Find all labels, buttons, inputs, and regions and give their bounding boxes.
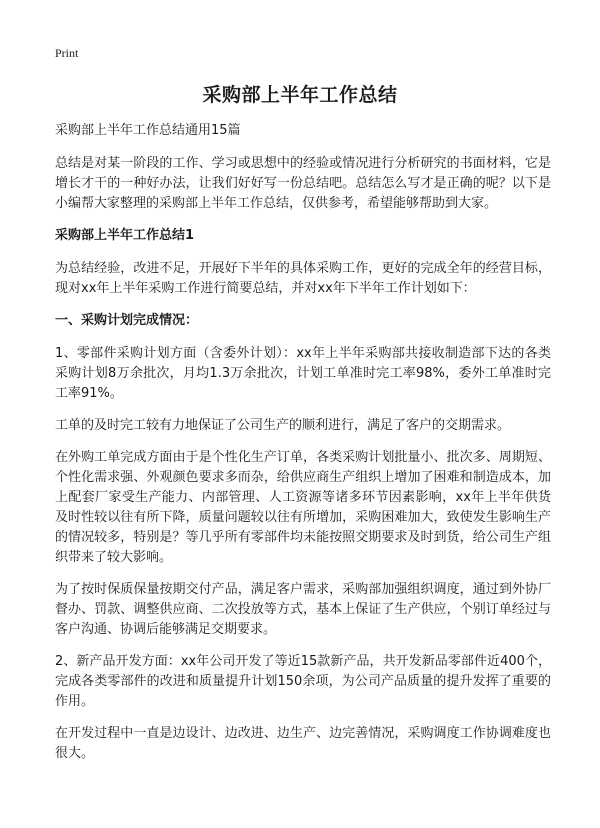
intro-paragraph: 总结是对某一阶段的工作、学习或思想中的经验或情况进行分析研究的书面材料，它是增长才干的一种好办法，让我们好好写一份总结吧。总结怎么写才是正确的呢？以下是小编帮大家整理的采购部上半年工作总结，仅供参考，希望能够帮助到大家。 [55,156,551,211]
body-paragraph: 2、新产品开发方面：xx年公司开发了等近15款新产品，共开发新品零部件近400个，完成各类零部件的改进和质量提升计划150余项，为公司产品质量的提升发挥了重要的作用。 [55,654,551,709]
section-heading: 采购部上半年工作总结1 [55,228,195,243]
body-paragraph: 在开发过程中一直是边设计、边改进、边生产、边完善情况，采购调度工作协调难度也很大。 [55,726,551,761]
subsection-heading: 一、采购计划完成情况： [55,313,199,328]
body-paragraph: 工单的及时完工较有力地保证了公司生产的顺利进行，满足了客户的交期需求。 [55,418,511,433]
body-paragraph: 1、零部件采购计划方面（含委外计划）：xx年上半年采购部共接收制造部下达的各类采购计划8万余批次，月均1.3万余批次，计划工单准时完工率98%，委外工单准时完工率91%。 [55,346,551,401]
page-title: 采购部上半年工作总结 [202,84,398,106]
section-intro-paragraph: 为总结经验，改进不足，开展好下半年的具体采购工作，更好的完成全年的经营目标，现对xx年上半年采购工作进行简要总结，并对xx年下半年工作计划如下： [55,261,551,296]
document-body [55,121,551,776]
document-subtitle: 采购部上半年工作总结通用15篇 [55,123,241,138]
print-link[interactable]: Print [55,46,79,60]
body-paragraph: 在外购工单完成方面由于是个性化生产订单，各类采购计划批量小、批次多、周期短、个性化需求强、外观颜色要求多而杂，给供应商生产组织上增加了困难和制造成本，加上配套厂家受生产能力、内部管理、人工资源等诸多环节因素影响，xx年上半年供货及时性较以往有所下降，质量问题较以往有所增加，采购困难加大，致使发生影响生产的情况较多，特别是？等几乎所有零部件均未能按照交期要求及时到货，给公司生产组织带来了较大影响。 [55,450,551,565]
body-paragraph: 为了按时保质保量按期交付产品，满足客户需求，采购部加强组织调度，通过到外协厂督办、罚款、调整供应商、二次投放等方式，基本上保证了生产供应，个别订单经过与客户沟通、协调后能够满足交期要求。 [55,582,551,637]
